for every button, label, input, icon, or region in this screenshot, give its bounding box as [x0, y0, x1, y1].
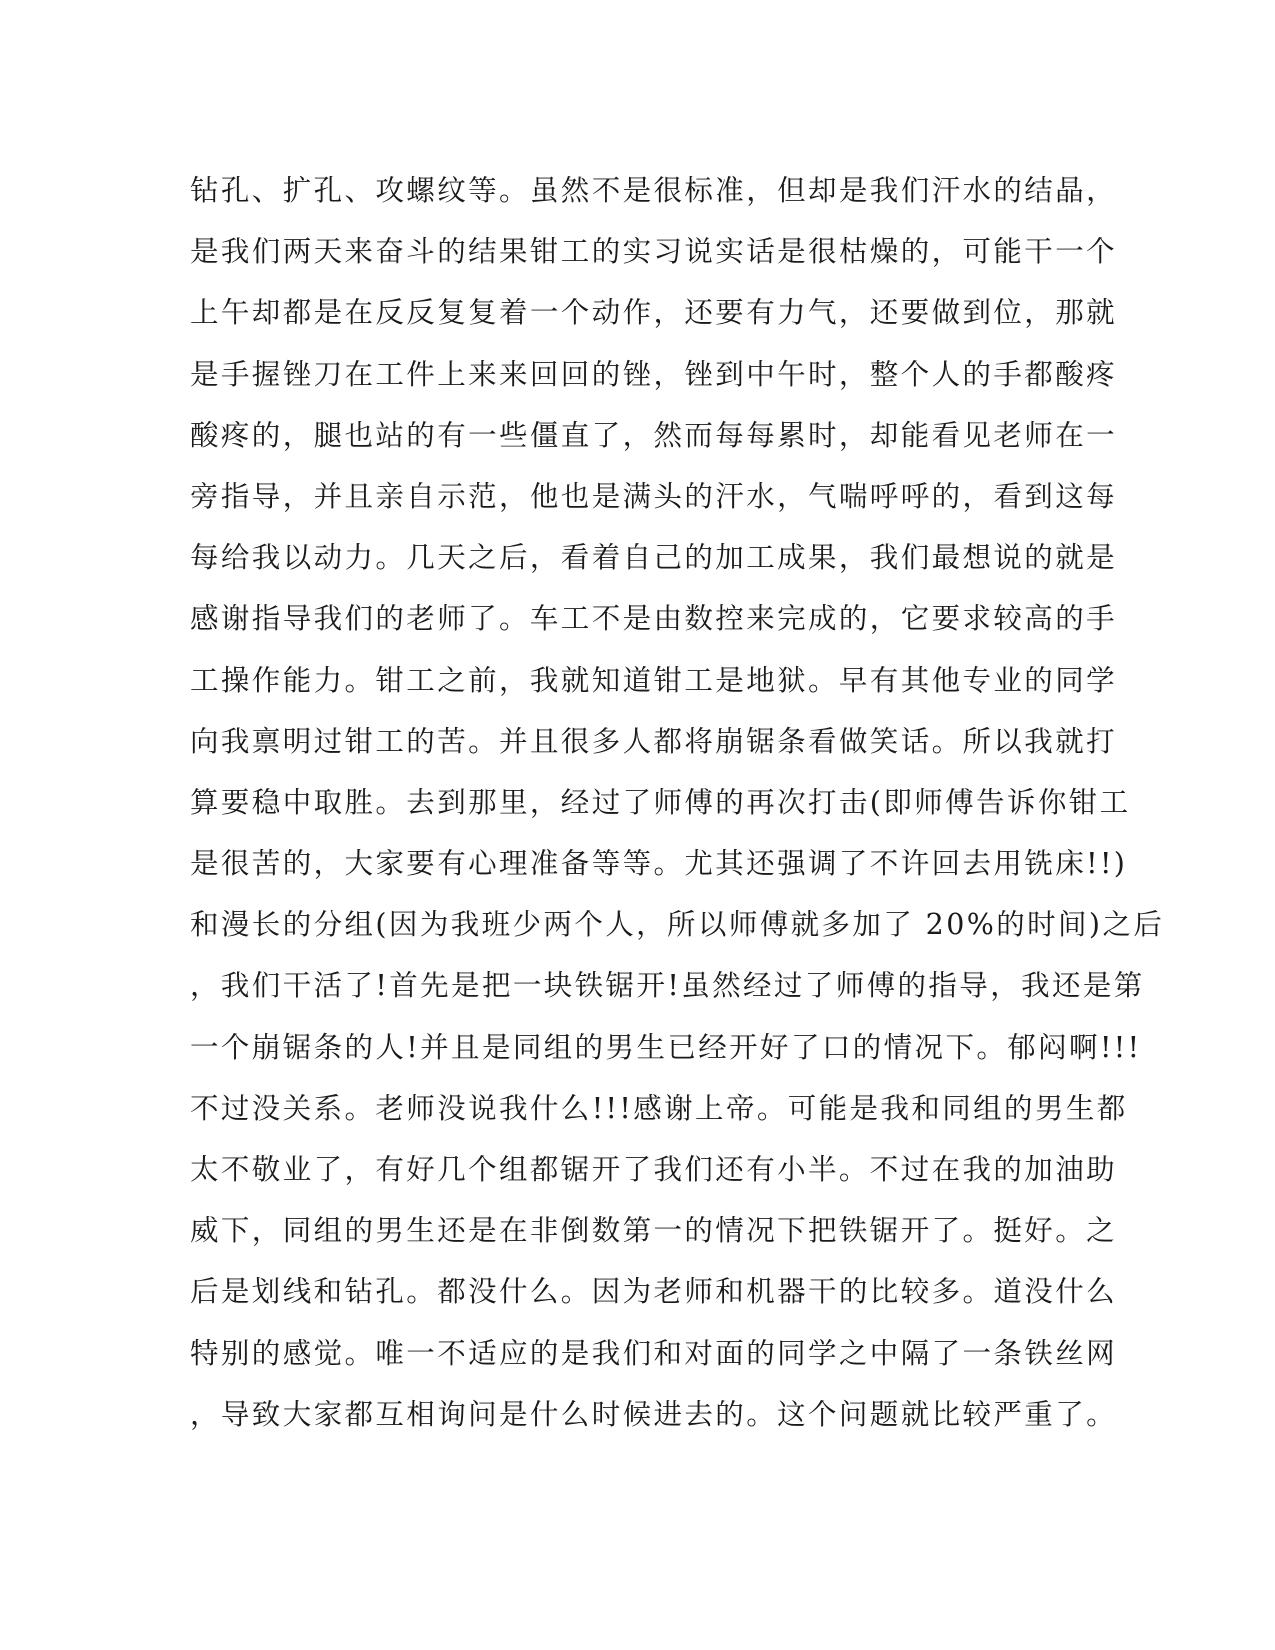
text-line-18: 威下，同组的男生还是在非倒数第一的情况下把铁锯开了。挺好。之: [190, 1214, 1118, 1248]
text-line-20: 特别的感觉。唯一不适应的是我们和对面的同学之中隔了一条铁丝网: [190, 1336, 1118, 1370]
text-line-12: 是很苦的，大家要有心理准备等等。尤其还强调了不许回去用铣床!!): [190, 847, 1128, 881]
text-line-16: 不过没关系。老师没说我什么!!!感谢上帝。可能是我和同组的男生都: [190, 1091, 1128, 1125]
text-line-6: 旁指导，并且亲自示范，他也是满头的汗水，气喘呼呼的，看到这每: [190, 479, 1118, 513]
text-line-5: 酸疼的，腿也站的有一些僵直了，然而每每累时，却能看见老师在一: [190, 418, 1118, 452]
text-line-8: 感谢指导我们的老师了。车工不是由数控来完成的，它要求较高的手: [190, 602, 1118, 636]
text-line-3: 上午却都是在反反复复着一个动作，还要有力气，还要做到位，那就: [190, 296, 1118, 330]
text-line-21: ，导致大家都互相询问是什么时候进去的。这个问题就比较严重了。: [190, 1397, 1118, 1431]
body-paragraph: [190, 160, 1165, 1445]
text-line-15: 一个崩锯条的人!并且是同组的男生已经开好了口的情况下。郁闷啊!!!: [190, 1030, 1142, 1064]
text-line-1: 钻孔、扩孔、攻螺纹等。虽然不是很标准，但却是我们汗水的结晶，: [190, 174, 1118, 207]
text-line-17: 太不敬业了，有好几个组都锯开了我们还有小半。不过在我的加油助: [190, 1153, 1118, 1186]
text-line-4: 是手握锉刀在工件上来来回回的锉，锉到中午时，整个人的手都酸疼: [190, 357, 1118, 391]
text-line-14: ，我们干活了!首先是把一块铁锯开!虽然经过了师傅的指导，我还是第: [190, 969, 1145, 1003]
text-line-10: 向我禀明过钳工的苦。并且很多人都将崩锯条看做笑话。所以我就打: [190, 724, 1118, 758]
text-line-2: 是我们两天来奋斗的结果钳工的实习说实话是很枯燥的，可能干一个: [190, 235, 1118, 269]
text-line-7: 每给我以动力。几天之后，看着自己的加工成果，我们最想说的就是: [190, 541, 1118, 575]
text-line-13: 和漫长的分组(因为我班少两个人，所以师傅就多加了 20%的时间)之后: [190, 908, 1165, 942]
text-line-9: 工操作能力。钳工之前，我就知道钳工是地狱。早有其他专业的同学: [190, 663, 1118, 697]
text-line-11: 算要稳中取胜。去到那里，经过了师傅的再次打击(即师傅告诉你钳工: [190, 785, 1131, 819]
text-line-19: 后是划线和钻孔。都没什么。因为老师和机器干的比较多。道没什么: [190, 1275, 1118, 1309]
